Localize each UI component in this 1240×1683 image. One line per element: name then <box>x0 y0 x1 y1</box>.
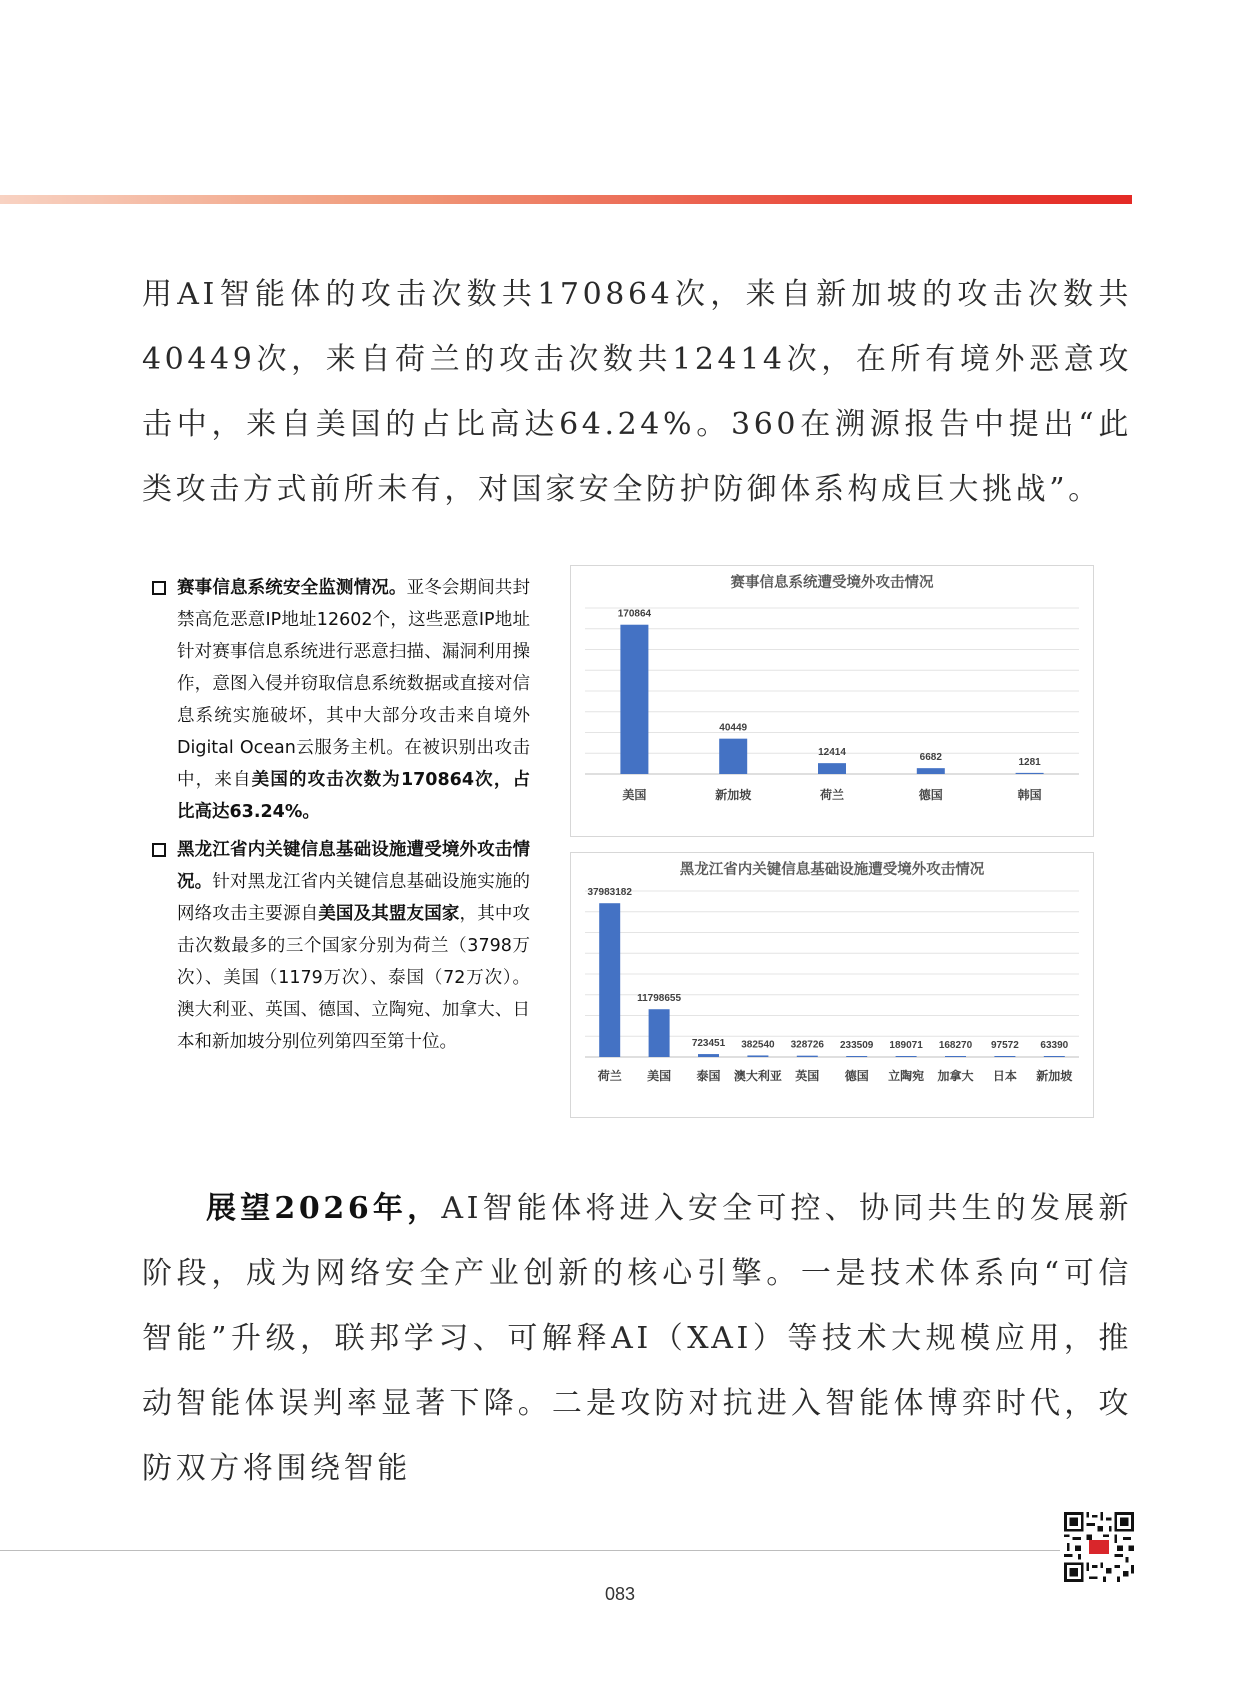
bullet-text: 针对黑龙江省内关键信息基础设施实施的网络攻击主要源自 <box>177 872 531 924</box>
bar <box>846 1056 867 1057</box>
bar <box>1044 1056 1065 1057</box>
data-label: 97572 <box>990 1040 1019 1051</box>
category-label: 荷兰 <box>819 788 845 802</box>
bullet-item-event-systems <box>150 572 530 828</box>
chart-event-systems <box>570 565 1094 837</box>
body-paragraph-1: 用AI智能体的攻击次数共170864次，来自新加坡的攻击次数共40449次，来自荷兰的攻击次数共12414次，在所有境外恶意攻击中，来自美国的占比高达64.24%。360在溯源报告中提出“此类攻击方式前所未有，对国家安全防护防御体系构成巨大挑战”。 <box>142 277 1132 507</box>
category-label: 立陶宛 <box>888 1069 925 1083</box>
bullet-text-tail: ，其中攻击次数最多的三个国家分别为荷兰（3798万次）、美国（1179万次）、泰国（72万次）。澳大利亚、英国、德国、立陶宛、加拿大、日本和新加坡分别位列第四至第十位。 <box>177 904 531 1052</box>
data-label: 37983182 <box>587 887 632 899</box>
category-label: 新加坡 <box>715 788 752 802</box>
data-label: 12414 <box>818 747 846 759</box>
chart-title: 黑龙江省内关键信息基础设施遭受境外攻击情况 <box>679 862 985 878</box>
data-label: 382540 <box>741 1039 775 1051</box>
category-label: 荷兰 <box>597 1069 622 1083</box>
bar <box>945 1056 966 1057</box>
data-label: 1281 <box>1018 756 1041 768</box>
checkbox-square-icon <box>152 581 166 595</box>
data-label: 6682 <box>919 752 942 764</box>
bar <box>599 903 620 1057</box>
chart-svg <box>571 853 1093 1117</box>
category-label: 德国 <box>918 788 943 802</box>
bullet-text: 亚冬会期间共封禁高危恶意IP地址12602个，这些恶意IP地址针对赛事信息系统进行恶意扫描、漏洞利用操作，意图入侵并窃取信息系统数据或直接对信息系统实施破坏，其中大部分攻击来自境外Digital Ocean云服务主机。在被识别出攻击中，来自 <box>177 578 531 790</box>
data-label: 170864 <box>617 608 652 620</box>
bar <box>719 739 747 774</box>
data-label: 11798655 <box>637 993 682 1005</box>
data-label: 63390 <box>1040 1040 1069 1051</box>
bar <box>1016 773 1044 774</box>
data-label: 40449 <box>719 722 748 734</box>
bullet-emphasis: 美国及其盟友国家 <box>318 904 460 924</box>
category-label: 韩国 <box>1017 788 1042 802</box>
bar <box>818 763 846 774</box>
category-label: 德国 <box>844 1069 869 1083</box>
bar <box>698 1054 719 1057</box>
top-accent-bar <box>0 195 1132 204</box>
data-label: 328726 <box>790 1039 824 1051</box>
data-label: 189071 <box>889 1040 923 1051</box>
paragraph-text: AI智能体将进入安全可控、协同共生的发展新阶段，成为网络安全产业创新的核心引擎。一是技术体系向“可信智能”升级，联邦学习、可解释AI（XAI）等技术大规模应用，推动智能体误判率显著下降。二是攻防对抗进入智能体博弈时代，攻防双方将围绕智能 <box>142 1191 1132 1486</box>
data-label: 168270 <box>938 1040 973 1051</box>
body-paragraph-2 <box>142 1176 1132 1501</box>
category-label: 澳大利亚 <box>733 1069 782 1083</box>
chart-svg <box>571 566 1093 836</box>
page-number: 083 <box>604 1584 636 1604</box>
bullet-lead: 黑龙江省内关键信息基础设施遭受境外攻击情况。 <box>177 840 530 892</box>
category-label: 美国 <box>647 1069 672 1083</box>
category-label: 加拿大 <box>937 1069 974 1083</box>
bullet-item-heilongjiang <box>150 834 530 1058</box>
chart-title: 赛事信息系统遭受境外攻击情况 <box>730 575 934 591</box>
category-label: 泰国 <box>696 1069 721 1083</box>
bar <box>797 1056 818 1057</box>
category-label: 英国 <box>795 1069 820 1083</box>
bullet-emphasis: 美国的攻击次数为170864次，占比高达63.24%。 <box>177 770 531 822</box>
checkbox-square-icon <box>152 843 166 857</box>
chart-heilongjiang <box>570 852 1094 1118</box>
bar <box>649 1009 670 1057</box>
data-label: 233509 <box>840 1040 874 1051</box>
bar <box>896 1056 917 1057</box>
footer-divider <box>0 1550 1060 1551</box>
category-label: 新加坡 <box>1036 1069 1073 1083</box>
qr-code-icon <box>1064 1512 1134 1582</box>
bullet-lead: 赛事信息系统安全监测情况。 <box>177 578 407 598</box>
category-label: 美国 <box>622 788 647 802</box>
bar <box>620 625 648 774</box>
bar <box>747 1055 768 1057</box>
bar <box>917 768 945 774</box>
data-label: 723451 <box>691 1038 726 1050</box>
bar <box>994 1056 1015 1057</box>
paragraph-lead: 展望2026年， <box>206 1191 442 1226</box>
category-label: 日本 <box>992 1069 1017 1083</box>
bullet-list <box>150 572 530 1064</box>
